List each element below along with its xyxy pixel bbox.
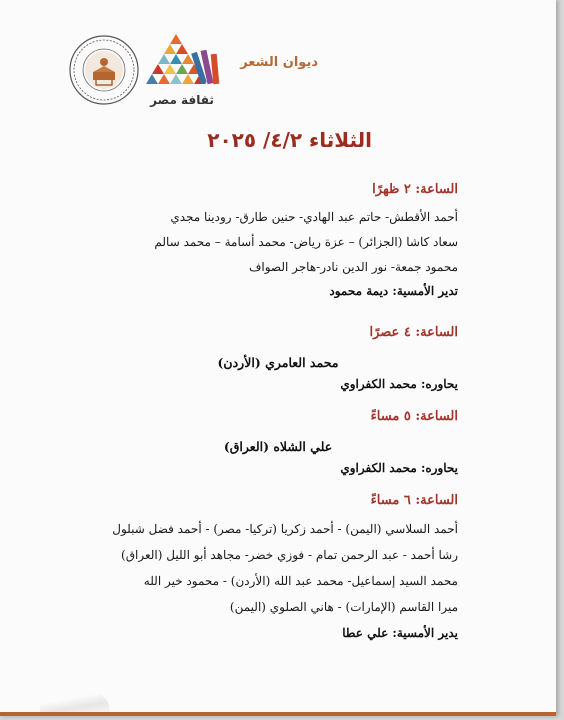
session-2-guest: محمد العامري (الأردن) — [217, 355, 339, 370]
session-1-time: الساعة: ٢ ظهرًا — [372, 182, 458, 197]
session-4-host: يدير الأمسية: علي عطا — [342, 626, 458, 640]
org-name: ثقافة مصر — [150, 93, 214, 107]
session-1-names-line-2: سعاد كاشا (الجزائر) – عزة رياض- محمد أسامة – محمد سالم — [154, 235, 458, 249]
session-3-host: يحاوره: محمد الكفراوي — [340, 461, 458, 475]
series-name: ديوان الشعر — [240, 55, 318, 70]
session-4-names-line-2: رشا أحمد - عبد الرحمن تمام - فوزي خضر- مجاهد أبو الليل (العراق) — [121, 548, 458, 562]
seal-icon — [66, 32, 142, 108]
session-1-host: تدير الأمسية: ديمة محمود — [329, 284, 458, 298]
session-4-names-line-1: أحمد السلاسي (اليمن) - أحمد زكريا (تركيا- مصر) - أحمد فضل شبلول — [112, 522, 458, 536]
session-1-names-line-1: أحمد الأقطش- حاتم عبد الهادي- حنين طارق- رودينا مجدي — [170, 210, 458, 224]
session-4-names-line-4: ميرا القاسم (الإمارات) - هاني الصلوي (اليمن) — [229, 600, 458, 614]
session-2-time: الساعة: ٤ عصرًا — [369, 325, 458, 340]
triangle-mosaic-icon — [144, 32, 240, 96]
page-curl — [40, 690, 110, 712]
page-title: الثلاثاء ٤/٢/ ٢٠٢٥ — [207, 128, 372, 152]
bottom-accent-band — [0, 712, 556, 716]
session-1-names-line-3: محمود جمعة- نور الدين نادر-هاجر الصواف — [248, 260, 458, 274]
session-4-names-line-3: محمد السيد إسماعيل- محمد عبد الله (الأردن) - محمود خير الله — [143, 574, 458, 588]
seal-logo — [66, 32, 142, 108]
session-2-host: يحاوره: محمد الكفراوي — [340, 377, 458, 391]
session-4-time: الساعة: ٦ مساءً — [370, 493, 458, 508]
session-3-guest: علي الشلاه (العراق) — [223, 439, 333, 454]
session-3-time: الساعة: ٥ مساءً — [370, 409, 458, 424]
